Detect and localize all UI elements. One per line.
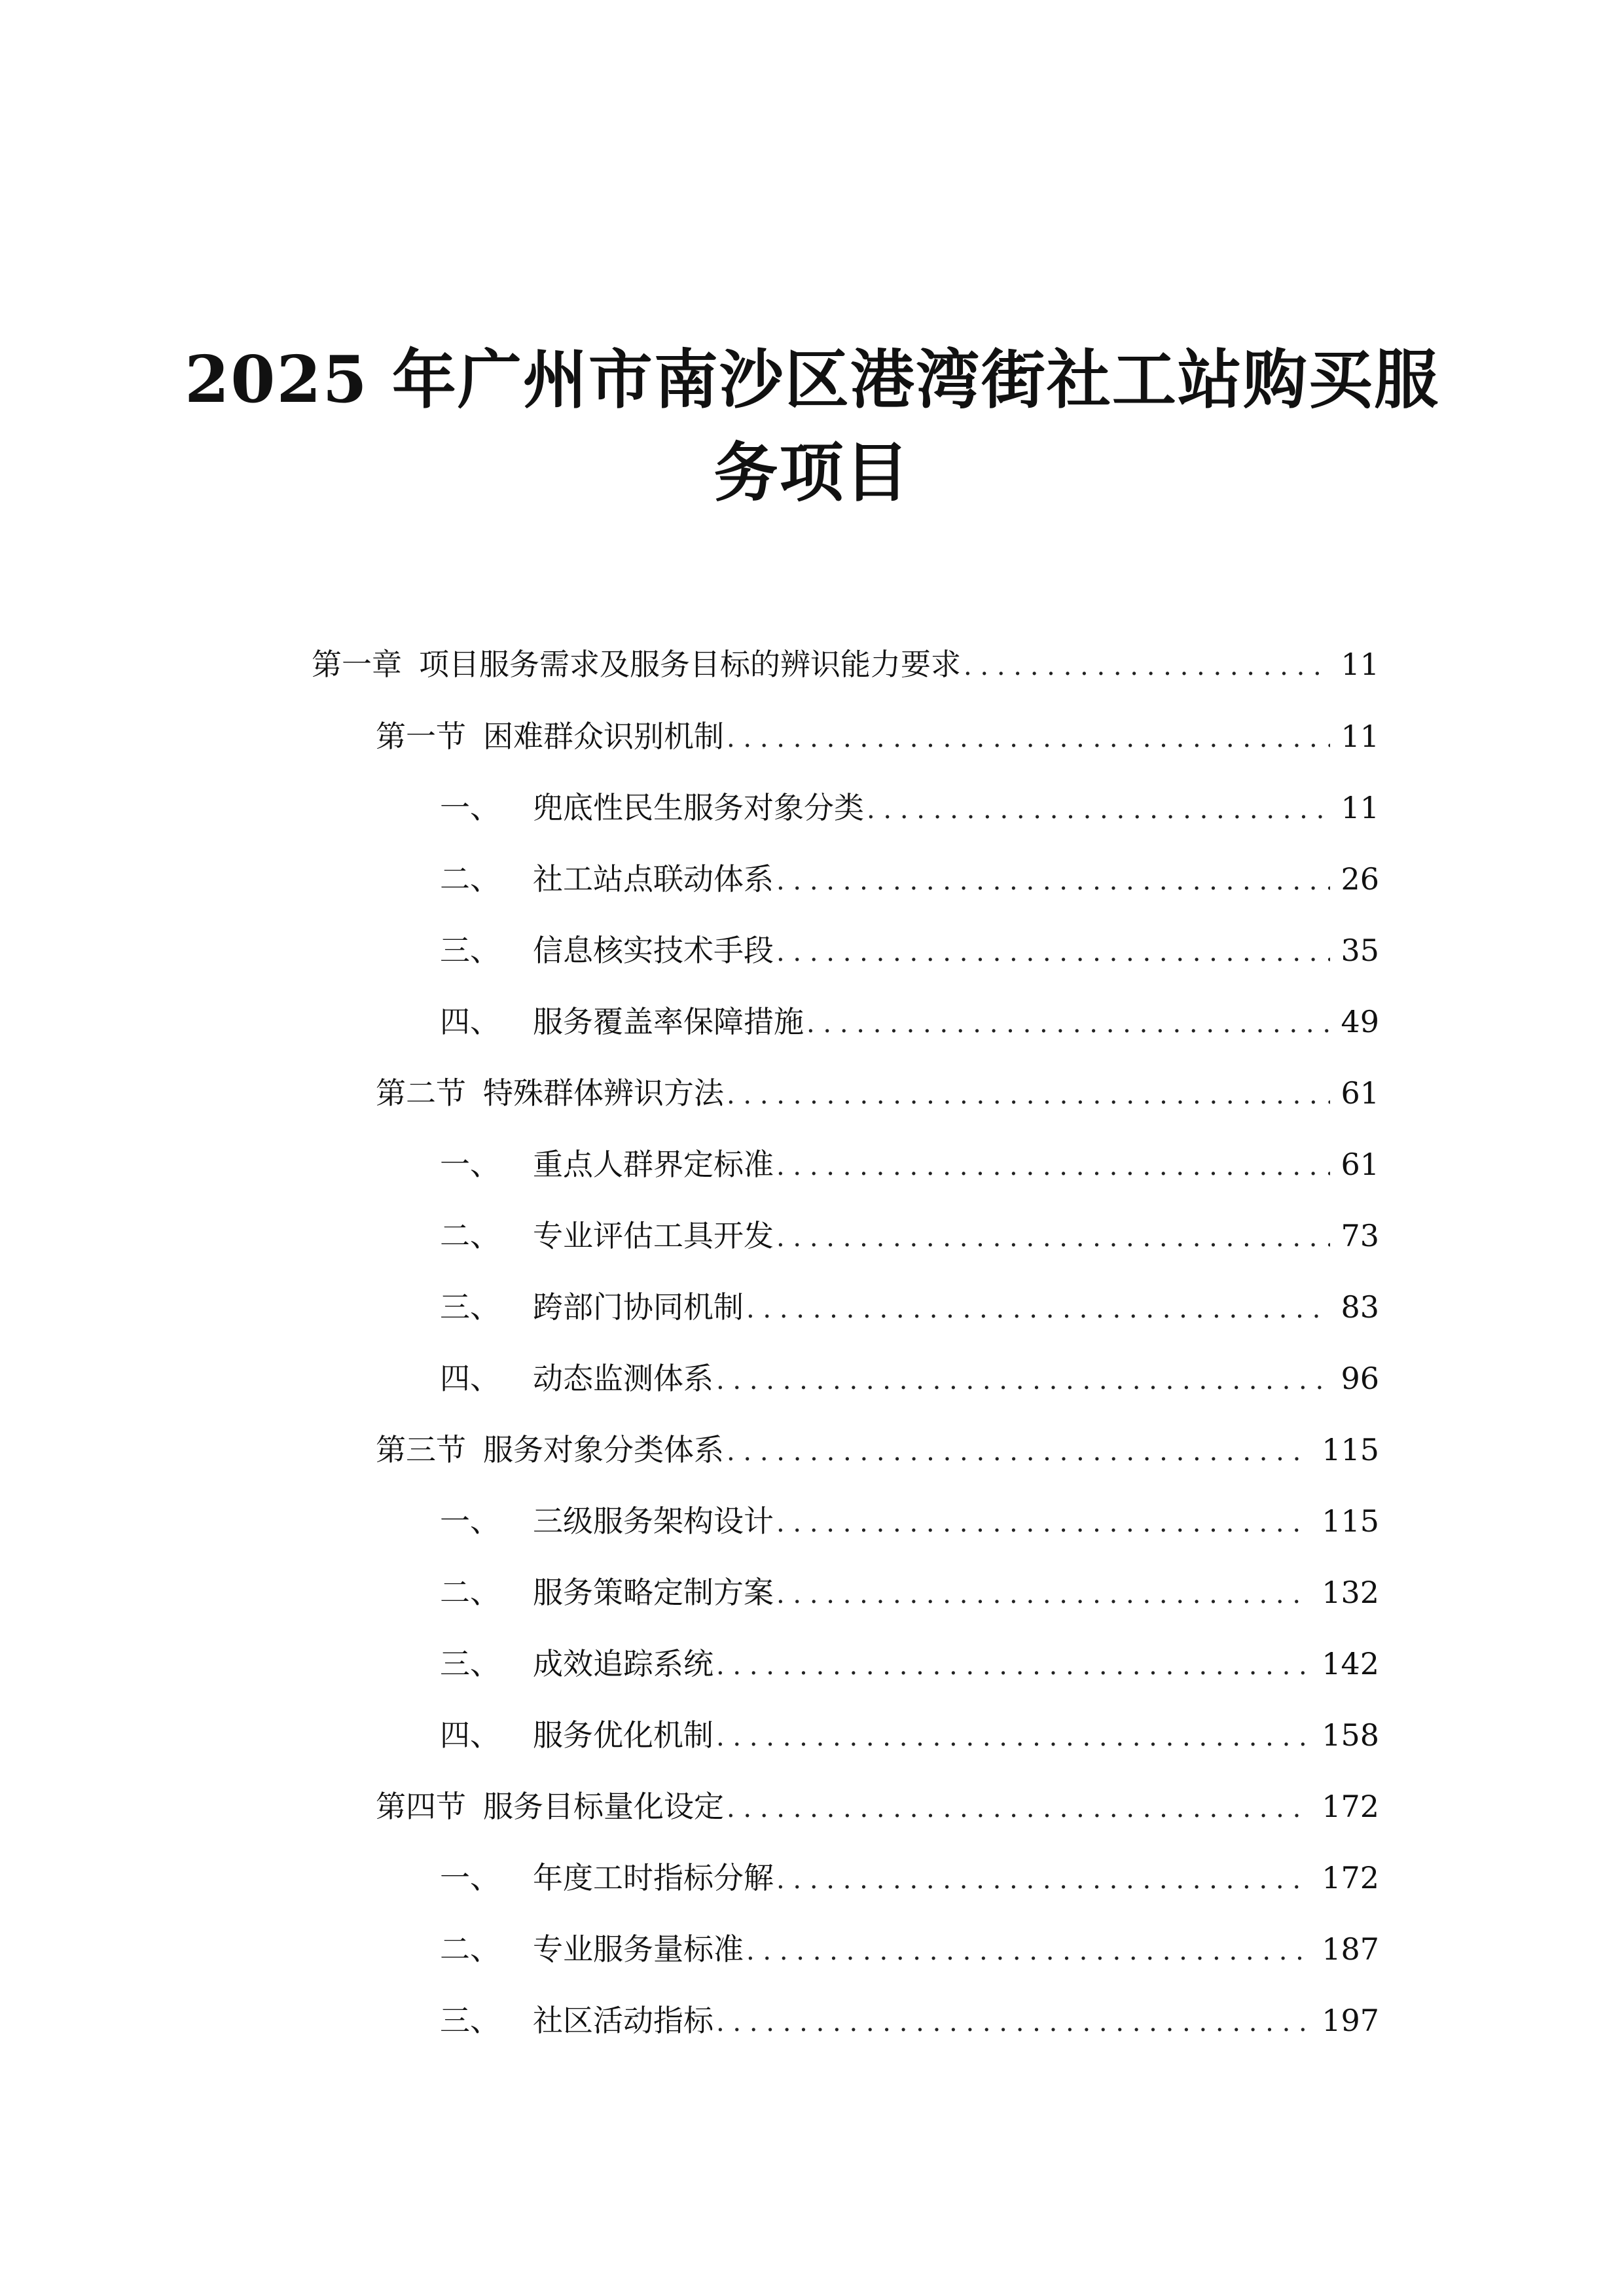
- toc-item[interactable]: [440, 1570, 1379, 1615]
- toc-item[interactable]: [440, 1213, 1379, 1259]
- toc-dot-leader: [727, 1785, 1311, 1831]
- toc-entry-label: [440, 1141, 774, 1187]
- toc-entry-number: 第一章: [312, 647, 402, 682]
- toc-entry-text: 动态监测体系: [533, 1361, 713, 1396]
- toc-entry-number: 第四节: [376, 1789, 466, 1824]
- toc-entry-text: 信息核实技术手段: [533, 933, 774, 968]
- toc-entry-number: 三、: [440, 1646, 500, 1681]
- toc-entry-label: [376, 1070, 724, 1116]
- toc-section-1-3[interactable]: [376, 1427, 1379, 1473]
- toc-dot-leader: [716, 1643, 1311, 1689]
- toc-entry-page: 115: [1322, 1503, 1379, 1539]
- toc-entry-number: 四、: [440, 1361, 500, 1396]
- toc-entry-text: 重点人群界定标准: [533, 1147, 774, 1182]
- toc-entry-page: 11: [1341, 790, 1379, 825]
- toc-entry-label: [312, 641, 961, 687]
- toc-dot-leader: [776, 1143, 1330, 1189]
- toc-entry-number: 三、: [440, 1289, 500, 1325]
- document-title-line-1: 2025 年广州市南沙区港湾街社工站购买服: [185, 342, 1439, 418]
- toc-entry-page: 73: [1341, 1218, 1379, 1253]
- toc-entry-page: 35: [1341, 933, 1379, 968]
- toc-entry-text: 专业服务量标准: [533, 1931, 744, 1967]
- toc-section-1-1[interactable]: [376, 713, 1379, 759]
- toc-entry-page: 61: [1341, 1075, 1379, 1111]
- toc-entry-number: 一、: [440, 790, 500, 825]
- toc-entry-number: 四、: [440, 1717, 500, 1753]
- toc-entry-page: 172: [1322, 1860, 1379, 1895]
- toc-chapter-1[interactable]: [312, 641, 1379, 687]
- toc-entry-page: 11: [1341, 647, 1379, 682]
- toc-entry-text: 三级服务架构设计: [533, 1503, 774, 1539]
- toc-entry-page: 61: [1341, 1147, 1379, 1182]
- toc-dot-leader: [746, 1928, 1311, 1974]
- toc-entry-label: [376, 713, 724, 759]
- toc-item[interactable]: [440, 1926, 1379, 1972]
- toc-entry-number: 四、: [440, 1004, 500, 1039]
- toc-entry-label: [376, 1784, 724, 1829]
- toc-item[interactable]: [440, 927, 1379, 973]
- toc-dot-leader: [716, 2000, 1311, 2045]
- toc-entry-label: [440, 1570, 774, 1615]
- toc-entry-text: 成效追踪系统: [533, 1646, 713, 1681]
- toc-dot-leader: [746, 1286, 1330, 1332]
- toc-dot-leader: [776, 929, 1330, 975]
- toc-entry-number: 一、: [440, 1860, 500, 1895]
- toc-entry-page: 172: [1322, 1789, 1379, 1824]
- toc-dot-leader: [867, 787, 1330, 833]
- toc-entry-number: 二、: [440, 1218, 500, 1253]
- toc-entry-number: 一、: [440, 1147, 500, 1182]
- toc-entry-label: [440, 1213, 774, 1259]
- toc-entry-text: 专业评估工具开发: [533, 1218, 774, 1253]
- document-title-line-2: 务项目: [713, 435, 911, 511]
- toc-entry-number: 二、: [440, 1575, 500, 1610]
- toc-entry-label: [440, 785, 864, 831]
- toc-entry-text: 兜底性民生服务对象分类: [533, 790, 864, 825]
- toc-dot-leader: [716, 1357, 1330, 1403]
- toc-entry-text: 服务对象分类体系: [483, 1432, 724, 1467]
- toc-entry-page: 26: [1341, 861, 1379, 897]
- toc-section-1-2[interactable]: [376, 1070, 1379, 1116]
- toc-entry-number: 第一节: [376, 719, 466, 754]
- toc-entry-page: 197: [1322, 2003, 1379, 2038]
- toc-dot-leader: [964, 643, 1330, 689]
- toc-entry-page: 96: [1341, 1361, 1379, 1396]
- toc-entry-label: [440, 1641, 713, 1687]
- toc-item[interactable]: [440, 999, 1379, 1045]
- toc-dot-leader: [716, 1714, 1311, 1760]
- toc-entry-label: [376, 1427, 724, 1473]
- toc-entry-text: 服务覆盖率保障措施: [533, 1004, 804, 1039]
- toc-entry-page: 115: [1322, 1432, 1379, 1467]
- toc-entry-page: 187: [1322, 1931, 1379, 1967]
- toc-entry-page: 142: [1322, 1646, 1379, 1681]
- toc-dot-leader: [727, 1429, 1311, 1475]
- toc-item[interactable]: [440, 1284, 1379, 1330]
- toc-entry-page: 11: [1341, 719, 1379, 754]
- toc-entry-number: 第三节: [376, 1432, 466, 1467]
- toc-dot-leader: [727, 715, 1330, 761]
- toc-entry-label: [440, 1284, 744, 1330]
- toc-entry-page: 83: [1341, 1289, 1379, 1325]
- toc-entry-text: 年度工时指标分解: [533, 1860, 774, 1895]
- toc-entry-page: 132: [1322, 1575, 1379, 1610]
- toc-item[interactable]: [440, 785, 1379, 831]
- toc-item[interactable]: [440, 1355, 1379, 1401]
- toc-entry-label: [440, 1712, 713, 1758]
- toc-entry-label: [440, 1355, 713, 1401]
- toc-entry-text: 困难群众识别机制: [483, 719, 724, 754]
- toc-dot-leader: [727, 1072, 1330, 1118]
- toc-dot-leader: [776, 1215, 1330, 1261]
- toc-dot-leader: [776, 858, 1330, 904]
- toc-entry-text: 服务策略定制方案: [533, 1575, 774, 1610]
- toc-dot-leader: [776, 1500, 1311, 1546]
- toc-entry-label: [440, 927, 774, 973]
- toc-item[interactable]: [440, 1712, 1379, 1758]
- toc-item[interactable]: [440, 1141, 1379, 1187]
- toc-item[interactable]: [440, 1998, 1379, 2043]
- toc-entry-text: 特殊群体辨识方法: [483, 1075, 724, 1111]
- toc-entry-label: [440, 1498, 774, 1544]
- toc-entry-label: [440, 1926, 744, 1972]
- toc-entry-text: 社工站点联动体系: [533, 861, 774, 897]
- toc-section-1-4[interactable]: [376, 1784, 1379, 1829]
- toc-entry-number: 一、: [440, 1503, 500, 1539]
- toc-entry-page: 49: [1341, 1004, 1379, 1039]
- toc-entry-number: 二、: [440, 1931, 500, 1967]
- toc-entry-number: 第二节: [376, 1075, 466, 1111]
- toc-entry-number: 三、: [440, 933, 500, 968]
- toc-entry-number: 二、: [440, 861, 500, 897]
- document-title: [0, 334, 1624, 520]
- toc-dot-leader: [776, 1857, 1311, 1903]
- toc-entry-label: [440, 1855, 774, 1901]
- toc-entry-text: 项目服务需求及服务目标的辨识能力要求: [419, 647, 961, 682]
- toc-entry-label: [440, 1998, 713, 2043]
- toc-item[interactable]: [440, 1855, 1379, 1901]
- toc-item[interactable]: [440, 1498, 1379, 1544]
- toc-entry-label: [440, 999, 804, 1045]
- toc-entry-number: 三、: [440, 2003, 500, 2038]
- toc-entry-label: [440, 856, 774, 902]
- toc-item[interactable]: [440, 856, 1379, 902]
- toc-entry-text: 服务优化机制: [533, 1717, 713, 1753]
- toc-dot-leader: [776, 1571, 1311, 1617]
- toc-entry-text: 服务目标量化设定: [483, 1789, 724, 1824]
- toc-item[interactable]: [440, 1641, 1379, 1687]
- toc-entry-text: 跨部门协同机制: [533, 1289, 744, 1325]
- toc-entry-text: 社区活动指标: [533, 2003, 713, 2038]
- toc-entry-page: 158: [1322, 1717, 1379, 1753]
- toc-dot-leader: [806, 1001, 1330, 1047]
